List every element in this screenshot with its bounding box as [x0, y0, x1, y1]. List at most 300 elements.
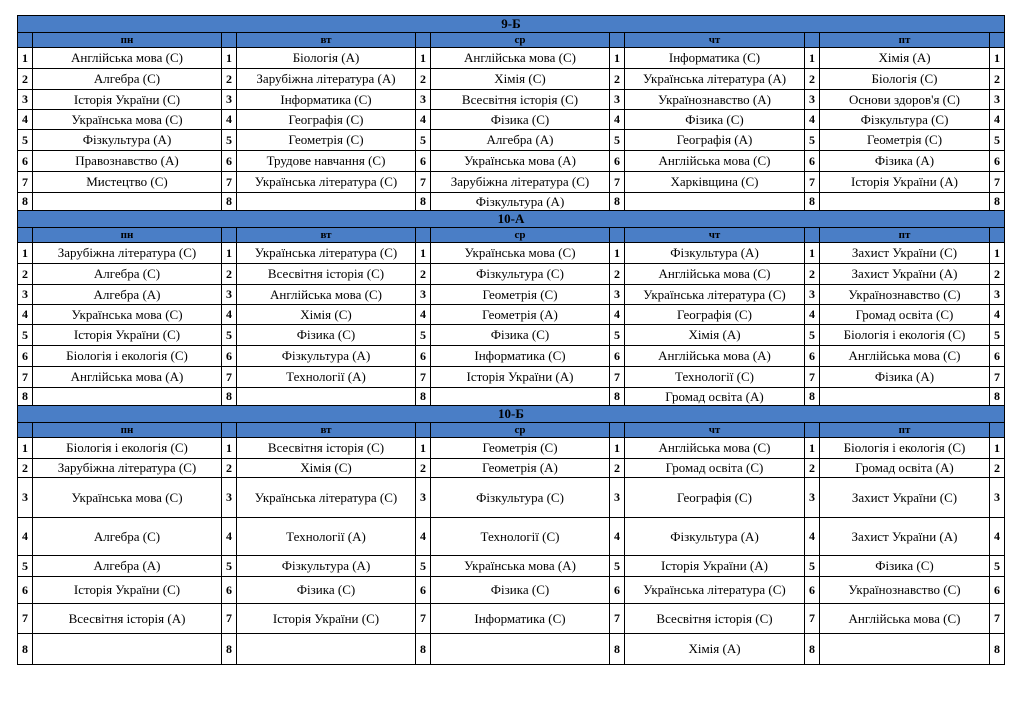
lesson-cell: Хімія (С)	[431, 69, 610, 90]
lesson-number: 7	[222, 604, 237, 634]
lesson-number: 6	[416, 151, 431, 172]
lesson-number: 3	[990, 285, 1005, 305]
lesson-cell: Алгебра (А)	[33, 285, 222, 305]
lesson-cell: Основи здоров'я (С)	[820, 90, 990, 110]
lesson-cell: Фізкультура (А)	[237, 556, 416, 577]
lesson-number: 4	[990, 518, 1005, 556]
lesson-cell: Зарубіжна література (А)	[237, 69, 416, 90]
lesson-cell: Українознавство (А)	[625, 90, 805, 110]
weekday-header: пт	[820, 423, 990, 438]
lesson-number: 1	[610, 438, 625, 459]
lesson-cell: Захист України (С)	[820, 478, 990, 518]
lesson-row	[18, 478, 1005, 518]
lesson-number: 8	[990, 634, 1005, 665]
lesson-number: 4	[805, 110, 820, 130]
lesson-number: 8	[18, 193, 33, 211]
lesson-number: 3	[222, 478, 237, 518]
weekday-header: чт	[625, 33, 805, 48]
lesson-row	[18, 285, 1005, 305]
lesson-number: 4	[222, 305, 237, 325]
lesson-cell: Алгебра (А)	[33, 556, 222, 577]
header-spacer	[416, 228, 431, 243]
lesson-number: 5	[990, 556, 1005, 577]
lesson-number: 6	[18, 346, 33, 367]
lesson-cell: Англійська мова (А)	[33, 367, 222, 388]
lesson-cell: Українознавство (С)	[820, 577, 990, 604]
lesson-cell: Українська література (С)	[237, 172, 416, 193]
weekday-header: пт	[820, 33, 990, 48]
header-spacer	[805, 423, 820, 438]
lesson-cell: Фізика (А)	[820, 367, 990, 388]
lesson-cell: Англійська мова (С)	[820, 346, 990, 367]
lesson-number: 7	[18, 172, 33, 193]
lesson-cell: Українська мова (С)	[431, 243, 610, 264]
class-title: 10-А	[18, 211, 1005, 228]
weekday-header: чт	[625, 423, 805, 438]
weekday-header: ср	[431, 423, 610, 438]
lesson-cell: Захист України (А)	[820, 264, 990, 285]
lesson-cell: Історія України (А)	[625, 556, 805, 577]
lesson-number: 4	[805, 518, 820, 556]
lesson-cell: Геометрія (С)	[820, 130, 990, 151]
lesson-cell: Трудове навчання (С)	[237, 151, 416, 172]
lesson-number: 3	[805, 478, 820, 518]
lesson-cell: Всесвітня історія (С)	[237, 438, 416, 459]
lesson-number: 6	[18, 151, 33, 172]
header-spacer	[416, 33, 431, 48]
lesson-number: 2	[416, 69, 431, 90]
lesson-number: 2	[222, 459, 237, 478]
lesson-cell: Біологія і екологія (С)	[820, 438, 990, 459]
lesson-number: 6	[805, 151, 820, 172]
lesson-cell	[820, 193, 990, 211]
lesson-number: 4	[610, 110, 625, 130]
lesson-number: 8	[805, 388, 820, 406]
lesson-cell: Алгебра (С)	[33, 264, 222, 285]
lesson-number: 4	[805, 305, 820, 325]
lesson-number: 4	[610, 518, 625, 556]
lesson-row	[18, 604, 1005, 634]
lesson-number: 4	[990, 110, 1005, 130]
lesson-cell: Зарубіжна література (С)	[33, 459, 222, 478]
lesson-cell: Українська мова (С)	[33, 478, 222, 518]
lesson-cell: Українська література (С)	[237, 243, 416, 264]
lesson-number: 4	[610, 305, 625, 325]
lesson-row	[18, 325, 1005, 346]
lesson-number: 6	[416, 346, 431, 367]
lesson-number: 4	[18, 518, 33, 556]
class-title-row	[18, 16, 1005, 33]
lesson-row	[18, 243, 1005, 264]
weekday-header: вт	[237, 423, 416, 438]
lesson-cell: Алгебра (С)	[33, 69, 222, 90]
lesson-number: 6	[222, 346, 237, 367]
lesson-number: 5	[18, 130, 33, 151]
lesson-number: 5	[416, 130, 431, 151]
lesson-number: 2	[416, 264, 431, 285]
weekday-header: ср	[431, 33, 610, 48]
lesson-cell: Історія України (С)	[237, 604, 416, 634]
lesson-cell: Зарубіжна література (С)	[33, 243, 222, 264]
lesson-number: 2	[222, 264, 237, 285]
class-title-row	[18, 211, 1005, 228]
lesson-number: 8	[610, 634, 625, 665]
lesson-cell: Географія (С)	[625, 305, 805, 325]
lesson-row	[18, 577, 1005, 604]
lesson-cell: Географія (С)	[625, 478, 805, 518]
lesson-number: 1	[990, 243, 1005, 264]
lesson-number: 1	[990, 438, 1005, 459]
lesson-row	[18, 48, 1005, 69]
lesson-number: 8	[610, 193, 625, 211]
lesson-cell: Українознавство (С)	[820, 285, 990, 305]
lesson-cell: Біологія і екологія (С)	[820, 325, 990, 346]
lesson-number: 8	[18, 388, 33, 406]
lesson-number: 5	[805, 130, 820, 151]
lesson-cell: Геометрія (С)	[431, 438, 610, 459]
lesson-cell: Алгебра (С)	[33, 518, 222, 556]
lesson-cell: Всесвітня історія (С)	[625, 604, 805, 634]
lesson-cell: Алгебра (А)	[431, 130, 610, 151]
lesson-number: 1	[416, 243, 431, 264]
lesson-cell: Фізкультура (А)	[237, 346, 416, 367]
lesson-cell: Хімія (С)	[237, 305, 416, 325]
lesson-number: 1	[805, 243, 820, 264]
lesson-number: 7	[222, 367, 237, 388]
lesson-cell: Технології (С)	[431, 518, 610, 556]
weekday-header: пн	[33, 33, 222, 48]
lesson-number: 7	[805, 367, 820, 388]
lesson-number: 1	[222, 438, 237, 459]
lesson-row	[18, 193, 1005, 211]
lesson-number: 3	[18, 285, 33, 305]
lesson-cell: Інформатика (С)	[237, 90, 416, 110]
lesson-row	[18, 634, 1005, 665]
lesson-number: 1	[610, 243, 625, 264]
lesson-cell: Мистецтво (С)	[33, 172, 222, 193]
lesson-number: 7	[990, 172, 1005, 193]
lesson-number: 7	[18, 604, 33, 634]
lesson-cell: Англійська мова (С)	[625, 264, 805, 285]
lesson-cell	[431, 634, 610, 665]
lesson-cell: Технології (А)	[237, 367, 416, 388]
header-spacer	[990, 228, 1005, 243]
lesson-number: 2	[990, 459, 1005, 478]
lesson-cell: Українська література (С)	[237, 478, 416, 518]
lesson-cell	[820, 634, 990, 665]
lesson-number: 2	[610, 459, 625, 478]
lesson-number: 3	[416, 285, 431, 305]
lesson-cell: Правознавство (А)	[33, 151, 222, 172]
lesson-number: 5	[416, 556, 431, 577]
lesson-number: 2	[610, 69, 625, 90]
lesson-number: 4	[222, 518, 237, 556]
lesson-cell: Біологія (А)	[237, 48, 416, 69]
lesson-number: 6	[222, 151, 237, 172]
lesson-cell: Українська література (А)	[625, 69, 805, 90]
lesson-cell: Фізкультура (С)	[431, 478, 610, 518]
lesson-number: 5	[805, 556, 820, 577]
lesson-number: 5	[222, 130, 237, 151]
lesson-number: 2	[416, 459, 431, 478]
lesson-cell: Харківщина (С)	[625, 172, 805, 193]
lesson-number: 6	[610, 151, 625, 172]
header-spacer	[222, 423, 237, 438]
lesson-row	[18, 305, 1005, 325]
lesson-cell: Біологія і екологія (С)	[33, 438, 222, 459]
lesson-cell: Фізика (А)	[820, 151, 990, 172]
lesson-cell: Фізика (С)	[431, 325, 610, 346]
lesson-cell: Історія України (А)	[431, 367, 610, 388]
lesson-cell: Українська мова (А)	[431, 556, 610, 577]
lesson-row	[18, 130, 1005, 151]
lesson-number: 7	[416, 367, 431, 388]
lesson-cell	[820, 388, 990, 406]
header-spacer	[18, 228, 33, 243]
lesson-cell	[237, 193, 416, 211]
lesson-number: 4	[18, 305, 33, 325]
lesson-number: 7	[610, 172, 625, 193]
lesson-number: 1	[222, 48, 237, 69]
lesson-number: 5	[990, 325, 1005, 346]
lesson-number: 5	[222, 556, 237, 577]
lesson-cell: Фізкультура (А)	[431, 193, 610, 211]
lesson-number: 8	[416, 634, 431, 665]
header-spacer	[18, 33, 33, 48]
class-title: 9-Б	[18, 16, 1005, 33]
header-spacer	[416, 423, 431, 438]
lesson-cell: Фізкультура (А)	[625, 518, 805, 556]
lesson-row	[18, 459, 1005, 478]
lesson-number: 8	[990, 388, 1005, 406]
lesson-cell: Біологія (С)	[820, 69, 990, 90]
lesson-cell: Українська література (С)	[625, 285, 805, 305]
lesson-cell: Англійська мова (А)	[625, 346, 805, 367]
lesson-number: 7	[805, 604, 820, 634]
lesson-number: 6	[18, 577, 33, 604]
lesson-cell: Українська література (С)	[625, 577, 805, 604]
lesson-number: 1	[416, 48, 431, 69]
header-spacer	[990, 33, 1005, 48]
lesson-number: 8	[805, 193, 820, 211]
weekday-header: пн	[33, 423, 222, 438]
lesson-cell: Інформатика (С)	[625, 48, 805, 69]
lesson-number: 2	[805, 264, 820, 285]
lesson-cell	[33, 388, 222, 406]
lesson-cell: Історія України (С)	[33, 577, 222, 604]
lesson-cell: Громад освіта (А)	[820, 459, 990, 478]
lesson-number: 1	[805, 438, 820, 459]
weekday-header: вт	[237, 228, 416, 243]
lesson-cell: Хімія (С)	[237, 459, 416, 478]
lesson-number: 7	[416, 172, 431, 193]
lesson-number: 1	[18, 48, 33, 69]
lesson-cell: Хімія (А)	[820, 48, 990, 69]
lesson-number: 5	[610, 325, 625, 346]
lesson-cell: Інформатика (С)	[431, 346, 610, 367]
lesson-number: 3	[805, 285, 820, 305]
lesson-number: 1	[18, 438, 33, 459]
lesson-cell: Геометрія (А)	[431, 459, 610, 478]
lesson-cell: Захист України (А)	[820, 518, 990, 556]
lesson-cell	[625, 193, 805, 211]
lesson-row	[18, 518, 1005, 556]
lesson-number: 6	[805, 346, 820, 367]
lesson-cell: Всесвітня історія (А)	[33, 604, 222, 634]
lesson-cell: Геометрія (С)	[431, 285, 610, 305]
lesson-cell: Всесвітня історія (С)	[431, 90, 610, 110]
lesson-cell: Англійська мова (С)	[625, 438, 805, 459]
lesson-number: 7	[416, 604, 431, 634]
lesson-cell	[33, 634, 222, 665]
weekday-header-row	[18, 33, 1005, 48]
lesson-number: 7	[805, 172, 820, 193]
lesson-number: 7	[610, 604, 625, 634]
lesson-number: 1	[990, 48, 1005, 69]
lesson-cell	[33, 193, 222, 211]
weekday-header: ср	[431, 228, 610, 243]
lesson-cell: Англійська мова (С)	[33, 48, 222, 69]
lesson-cell: Фізкультура (А)	[33, 130, 222, 151]
lesson-cell: Зарубіжна література (С)	[431, 172, 610, 193]
lesson-cell: Громад освіта (С)	[820, 305, 990, 325]
lesson-number: 8	[416, 193, 431, 211]
lesson-cell: Географія (А)	[625, 130, 805, 151]
lesson-number: 3	[222, 285, 237, 305]
weekday-header: чт	[625, 228, 805, 243]
lesson-row	[18, 172, 1005, 193]
lesson-cell: Технології (А)	[237, 518, 416, 556]
lesson-row	[18, 69, 1005, 90]
class-title: 10-Б	[18, 406, 1005, 423]
lesson-number: 1	[416, 438, 431, 459]
lesson-number: 4	[416, 518, 431, 556]
lesson-row	[18, 151, 1005, 172]
header-spacer	[805, 228, 820, 243]
lesson-cell: Історія України (С)	[33, 90, 222, 110]
lesson-cell: Українська мова (А)	[431, 151, 610, 172]
lesson-row	[18, 264, 1005, 285]
lesson-cell: Фізкультура (С)	[431, 264, 610, 285]
lesson-cell: Фізика (С)	[237, 577, 416, 604]
lesson-cell	[237, 634, 416, 665]
lesson-row	[18, 438, 1005, 459]
lesson-number: 2	[222, 69, 237, 90]
lesson-number: 1	[805, 48, 820, 69]
lesson-number: 4	[416, 305, 431, 325]
lesson-number: 2	[990, 69, 1005, 90]
header-spacer	[610, 33, 625, 48]
lesson-cell	[431, 388, 610, 406]
lesson-number: 4	[990, 305, 1005, 325]
lesson-number: 8	[222, 634, 237, 665]
lesson-cell: Геометрія (С)	[237, 130, 416, 151]
header-spacer	[990, 423, 1005, 438]
lesson-number: 1	[18, 243, 33, 264]
lesson-cell: Біологія і екологія (С)	[33, 346, 222, 367]
weekday-header: пн	[33, 228, 222, 243]
lesson-number: 5	[416, 325, 431, 346]
lesson-row	[18, 90, 1005, 110]
schedule-table	[17, 15, 1005, 665]
lesson-cell: Фізкультура (А)	[625, 243, 805, 264]
lesson-number: 3	[610, 90, 625, 110]
lesson-number: 8	[416, 388, 431, 406]
lesson-row	[18, 367, 1005, 388]
lesson-number: 3	[990, 478, 1005, 518]
lesson-cell: Хімія (А)	[625, 634, 805, 665]
lesson-number: 3	[610, 478, 625, 518]
lesson-cell: Громад освіта (А)	[625, 388, 805, 406]
lesson-number: 6	[610, 346, 625, 367]
lesson-number: 4	[222, 110, 237, 130]
lesson-cell: Англійська мова (С)	[820, 604, 990, 634]
lesson-number: 5	[222, 325, 237, 346]
lesson-number: 2	[18, 264, 33, 285]
lesson-number: 8	[18, 634, 33, 665]
lesson-number: 2	[805, 459, 820, 478]
lesson-cell	[237, 388, 416, 406]
lesson-cell: Всесвітня історія (С)	[237, 264, 416, 285]
lesson-number: 6	[416, 577, 431, 604]
lesson-number: 8	[805, 634, 820, 665]
lesson-number: 3	[222, 90, 237, 110]
lesson-number: 7	[222, 172, 237, 193]
lesson-number: 5	[805, 325, 820, 346]
lesson-cell: Фізика (С)	[625, 110, 805, 130]
lesson-cell: Історія України (С)	[33, 325, 222, 346]
lesson-cell: Інформатика (С)	[431, 604, 610, 634]
lesson-row	[18, 346, 1005, 367]
lesson-cell: Англійська мова (С)	[431, 48, 610, 69]
weekday-header: вт	[237, 33, 416, 48]
lesson-number: 5	[610, 130, 625, 151]
lesson-number: 2	[990, 264, 1005, 285]
lesson-number: 3	[18, 478, 33, 518]
lesson-number: 7	[990, 604, 1005, 634]
lesson-number: 6	[990, 577, 1005, 604]
lesson-cell: Фізика (С)	[820, 556, 990, 577]
lesson-row	[18, 388, 1005, 406]
lesson-number: 5	[990, 130, 1005, 151]
header-spacer	[610, 228, 625, 243]
lesson-cell: Українська мова (С)	[33, 305, 222, 325]
lesson-number: 2	[805, 69, 820, 90]
lesson-number: 3	[416, 478, 431, 518]
lesson-number: 6	[990, 151, 1005, 172]
lesson-number: 7	[990, 367, 1005, 388]
lesson-number: 5	[18, 556, 33, 577]
weekday-header: пт	[820, 228, 990, 243]
lesson-number: 6	[222, 577, 237, 604]
lesson-number: 3	[610, 285, 625, 305]
lesson-number: 5	[610, 556, 625, 577]
lesson-cell: Фізика (С)	[237, 325, 416, 346]
lesson-number: 2	[18, 459, 33, 478]
weekday-header-row	[18, 228, 1005, 243]
lesson-number: 5	[18, 325, 33, 346]
header-spacer	[610, 423, 625, 438]
lesson-number: 7	[610, 367, 625, 388]
lesson-cell: Історія України (А)	[820, 172, 990, 193]
lesson-number: 1	[610, 48, 625, 69]
header-spacer	[222, 33, 237, 48]
lesson-number: 8	[222, 388, 237, 406]
header-spacer	[18, 423, 33, 438]
lesson-cell: Хімія (А)	[625, 325, 805, 346]
lesson-row	[18, 110, 1005, 130]
lesson-number: 6	[610, 577, 625, 604]
